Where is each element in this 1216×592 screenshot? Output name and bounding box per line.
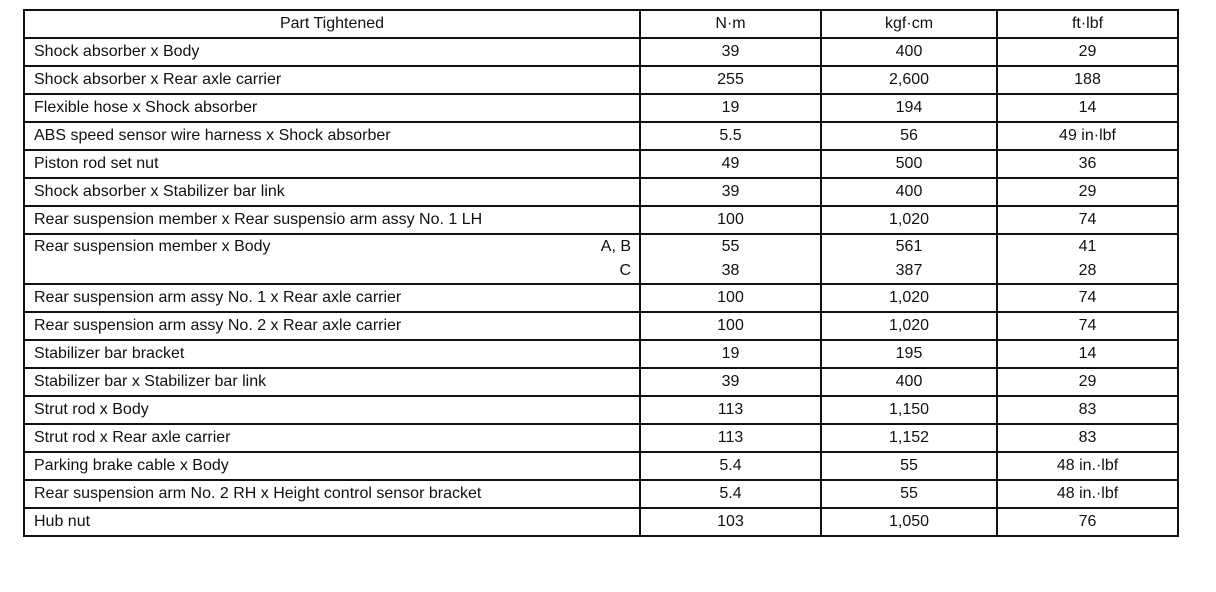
kgfcm-cell: 1,020 [821,206,997,234]
ftlbf-cell: 29 [997,178,1178,206]
nm-cell: 39 [640,178,821,206]
sub-label-cell: A, B [544,234,640,259]
ftlbf-cell: 29 [997,38,1178,66]
kgfcm-cell: 500 [821,150,997,178]
table-row [24,178,1178,206]
nm-cell: 113 [640,396,821,424]
nm-cell: 49 [640,150,821,178]
table-row [24,150,1178,178]
table-row [24,508,1178,536]
kgfcm-cell: 400 [821,178,997,206]
part-cell: Parking brake cable x Body [24,452,640,480]
header-ftlbf: ft·lbf [997,10,1178,38]
table-row-split-top [24,234,1178,259]
table-row-split-bottom [24,259,1178,284]
ftlbf-cell: 48 in.·lbf [997,480,1178,508]
nm-cell: 55 [640,234,821,259]
part-cell: Stabilizer bar bracket [24,340,640,368]
ftlbf-cell: 48 in.·lbf [997,452,1178,480]
ftlbf-cell: 14 [997,340,1178,368]
part-cell: Rear suspension arm No. 2 RH x Height control sensor bracket [24,480,640,508]
ftlbf-cell: 28 [997,259,1178,284]
ftlbf-cell: 83 [997,424,1178,452]
ftlbf-cell: 49 in·lbf [997,122,1178,150]
ftlbf-cell: 188 [997,66,1178,94]
table-row [24,312,1178,340]
table-row [24,284,1178,312]
ftlbf-cell: 74 [997,284,1178,312]
kgfcm-cell: 400 [821,38,997,66]
table-row [24,66,1178,94]
nm-cell: 39 [640,368,821,396]
ftlbf-cell: 76 [997,508,1178,536]
table-row [24,38,1178,66]
kgfcm-cell: 56 [821,122,997,150]
ftlbf-cell: 74 [997,206,1178,234]
part-cell: Rear suspension arm assy No. 1 x Rear axle carrier [24,284,640,312]
part-cell-empty [24,259,544,284]
nm-cell: 39 [640,38,821,66]
part-cell: Shock absorber x Stabilizer bar link [24,178,640,206]
ftlbf-cell: 41 [997,234,1178,259]
table-row [24,424,1178,452]
nm-cell: 5.5 [640,122,821,150]
kgfcm-cell: 1,152 [821,424,997,452]
table-row [24,480,1178,508]
part-cell: Rear suspension member x Rear suspensio arm assy No. 1 LH [24,206,640,234]
kgfcm-cell: 195 [821,340,997,368]
nm-cell: 38 [640,259,821,284]
part-cell: Strut rod x Body [24,396,640,424]
ftlbf-cell: 83 [997,396,1178,424]
kgfcm-cell: 1,050 [821,508,997,536]
part-cell: Rear suspension arm assy No. 2 x Rear axle carrier [24,312,640,340]
table-row [24,206,1178,234]
kgfcm-cell: 387 [821,259,997,284]
nm-cell: 5.4 [640,480,821,508]
part-cell: Shock absorber x Body [24,38,640,66]
nm-cell: 100 [640,312,821,340]
part-cell: Shock absorber x Rear axle carrier [24,66,640,94]
part-cell: Flexible hose x Shock absorber [24,94,640,122]
kgfcm-cell: 55 [821,480,997,508]
ftlbf-cell: 74 [997,312,1178,340]
nm-cell: 255 [640,66,821,94]
part-cell: Piston rod set nut [24,150,640,178]
part-cell: Stabilizer bar x Stabilizer bar link [24,368,640,396]
nm-cell: 19 [640,340,821,368]
kgfcm-cell: 1,020 [821,284,997,312]
kgfcm-cell: 1,150 [821,396,997,424]
nm-cell: 103 [640,508,821,536]
kgfcm-cell: 400 [821,368,997,396]
ftlbf-cell: 14 [997,94,1178,122]
table-row [24,368,1178,396]
kgfcm-cell: 194 [821,94,997,122]
table-row [24,396,1178,424]
nm-cell: 100 [640,284,821,312]
table-row [24,340,1178,368]
kgfcm-cell: 1,020 [821,312,997,340]
nm-cell: 100 [640,206,821,234]
header-kgfcm: kgf·cm [821,10,997,38]
header-nm: N·m [640,10,821,38]
part-cell: Rear suspension member x Body [24,234,544,259]
kgfcm-cell: 2,600 [821,66,997,94]
table-row [24,122,1178,150]
ftlbf-cell: 36 [997,150,1178,178]
nm-cell: 5.4 [640,452,821,480]
part-cell: Hub nut [24,508,640,536]
part-cell: Strut rod x Rear axle carrier [24,424,640,452]
kgfcm-cell: 561 [821,234,997,259]
nm-cell: 113 [640,424,821,452]
header-part-tightened: Part Tightened [24,10,640,38]
nm-cell: 19 [640,94,821,122]
kgfcm-cell: 55 [821,452,997,480]
sub-label-cell: C [544,259,640,284]
table-header-row [24,10,1178,38]
table-row [24,94,1178,122]
table-row [24,452,1178,480]
torque-specification-table [23,9,1179,537]
ftlbf-cell: 29 [997,368,1178,396]
part-cell: ABS speed sensor wire harness x Shock absorber [24,122,640,150]
